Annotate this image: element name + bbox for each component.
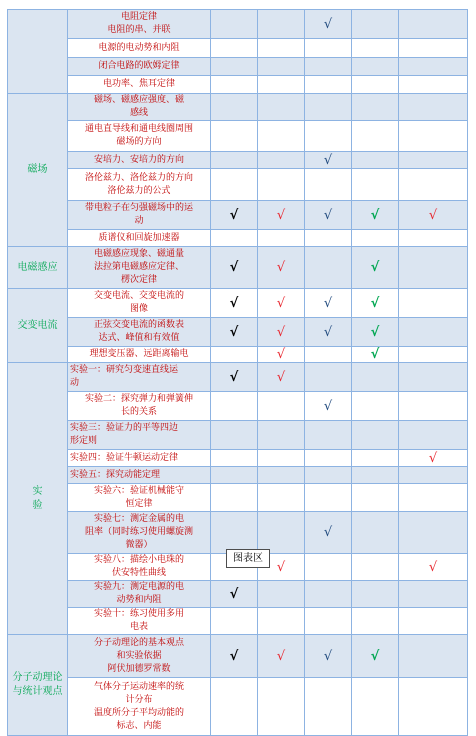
empty-cell [305, 121, 352, 152]
category-label: 磁场 [27, 164, 48, 175]
topic-cell [68, 201, 211, 230]
topic-line: 磁场、磁感应强度、磁 [93, 95, 184, 105]
topic-line: 实验一：研究匀变速直线运 [70, 365, 179, 375]
empty-cell [399, 347, 468, 363]
table-row [8, 347, 468, 363]
empty-cell [305, 581, 352, 608]
empty-cell [399, 58, 468, 76]
empty-cell [211, 10, 258, 39]
topic-line: 实验十：练习使用多用 [93, 609, 184, 619]
check-mark-green: √ [352, 201, 399, 230]
category-cell-induction [8, 247, 68, 289]
check-mark-red: √ [258, 363, 305, 392]
empty-cell [399, 289, 468, 318]
empty-cell [399, 121, 468, 152]
topic-line: 实验九：测定电源的电 [93, 582, 184, 592]
topic-cell [68, 554, 211, 581]
empty-cell [305, 347, 352, 363]
topic-line: 动 [70, 378, 80, 388]
empty-cell [211, 678, 258, 736]
topic-cell [68, 289, 211, 318]
empty-cell [399, 10, 468, 39]
topic-line: 电阻定律 [120, 12, 157, 22]
check-mark-black: √ [211, 201, 258, 230]
empty-cell [211, 450, 258, 467]
topic-line: 形定则 [70, 436, 98, 446]
topic-line: 洛伦兹力、洛伦兹力的方向 [84, 172, 193, 183]
empty-cell [211, 467, 258, 484]
topic-cell [68, 608, 211, 635]
empty-cell [305, 421, 352, 450]
topic-cell [68, 450, 211, 467]
topic-cell [68, 347, 211, 363]
table-row [8, 512, 468, 554]
check-mark-blue: √ [305, 152, 352, 169]
empty-cell [258, 152, 305, 169]
table-row [8, 318, 468, 347]
check-mark-green: √ [352, 247, 399, 289]
empty-cell [258, 392, 305, 421]
topic-line: 正弦交变电流的函数表 [93, 320, 184, 330]
topic-line: 电功率、焦耳定律 [102, 79, 175, 89]
table-row [8, 608, 468, 635]
empty-cell [352, 392, 399, 421]
category-label: 分子动理论 [12, 672, 63, 683]
empty-cell [399, 152, 468, 169]
topic-line: 阿伏加德罗常数 [107, 663, 171, 674]
empty-cell [305, 450, 352, 467]
topic-line: 长的关系 [120, 407, 157, 417]
topic-cell [68, 39, 211, 58]
topic-line: 实验四：验证牛顿运动定律 [70, 452, 179, 463]
empty-cell [352, 39, 399, 58]
category-label: 验 [32, 499, 43, 511]
check-mark-blue: √ [305, 10, 352, 39]
check-mark-blue: √ [305, 635, 352, 678]
check-mark-red: √ [258, 289, 305, 318]
empty-cell [399, 169, 468, 201]
table-row [8, 169, 468, 201]
empty-cell [305, 230, 352, 247]
table-row [8, 201, 468, 230]
check-mark-black: √ [211, 363, 258, 392]
topic-line: 恒定律 [125, 498, 153, 509]
empty-cell [305, 247, 352, 289]
table-row [8, 230, 468, 247]
topic-line: 电磁感应现象、磁通量 [93, 249, 184, 259]
empty-cell [258, 581, 305, 608]
empty-cell [399, 318, 468, 347]
topic-line: 温度所分子平均动能的 [93, 707, 184, 718]
empty-cell [305, 94, 352, 121]
check-mark-blue: √ [305, 289, 352, 318]
topic-line: 闭合电路的欧姆定律 [98, 61, 180, 71]
check-mark-green: √ [352, 635, 399, 678]
table-row [8, 467, 468, 484]
curriculum-table [7, 9, 468, 736]
table-row [8, 392, 468, 421]
empty-cell [399, 247, 468, 289]
empty-cell [352, 608, 399, 635]
topic-line: 伏安特性曲线 [111, 568, 166, 578]
empty-cell [399, 392, 468, 421]
topic-cell [68, 169, 211, 201]
empty-cell [211, 169, 258, 201]
empty-cell [211, 76, 258, 94]
topic-cell [68, 467, 211, 484]
topic-cell [68, 230, 211, 247]
check-mark-red: √ [258, 318, 305, 347]
topic-cell [68, 58, 211, 76]
check-mark-red: √ [258, 247, 305, 289]
topic-cell [68, 581, 211, 608]
topic-line: 计分布 [125, 694, 153, 705]
empty-cell [258, 450, 305, 467]
check-mark-black: √ [211, 635, 258, 678]
empty-cell [258, 608, 305, 635]
empty-cell [399, 421, 468, 450]
empty-cell [258, 76, 305, 94]
topic-cell [68, 678, 211, 736]
empty-cell [211, 230, 258, 247]
empty-cell [399, 39, 468, 58]
empty-cell [211, 608, 258, 635]
check-mark-red: √ [258, 201, 305, 230]
empty-cell [258, 678, 305, 736]
check-mark-blue: √ [305, 392, 352, 421]
empty-cell [352, 121, 399, 152]
empty-cell [399, 76, 468, 94]
category-label: 实 [32, 485, 43, 497]
empty-cell [258, 94, 305, 121]
empty-cell [399, 581, 468, 608]
empty-cell [258, 512, 305, 554]
topic-cell [68, 635, 211, 678]
check-mark-red: √ [258, 554, 305, 581]
empty-cell [305, 169, 352, 201]
empty-cell [211, 39, 258, 58]
table-row [8, 678, 468, 736]
topic-line: 洛伦兹力的公式 [107, 185, 171, 196]
empty-cell [258, 58, 305, 76]
empty-cell [305, 467, 352, 484]
topic-line: 安培力、安培力的方向 [93, 154, 184, 165]
table-row [8, 289, 468, 318]
empty-cell [352, 678, 399, 736]
empty-cell [211, 152, 258, 169]
topic-line: 动 [134, 216, 144, 226]
empty-cell [305, 678, 352, 736]
empty-cell [211, 484, 258, 512]
topic-cell [68, 121, 211, 152]
empty-cell [258, 467, 305, 484]
category-label: 与统计观点 [12, 686, 63, 697]
empty-cell [352, 467, 399, 484]
category-cell-prev [8, 10, 68, 94]
topic-cell [68, 152, 211, 169]
topic-cell [68, 484, 211, 512]
table-row [8, 363, 468, 392]
topic-line: 分子动理论的基本观点 [93, 637, 184, 648]
topic-line: 电源的电动势和内阻 [98, 42, 180, 53]
topic-line: 图像 [129, 304, 148, 314]
topic-line: 理想变压器、远距离输电 [89, 349, 189, 359]
empty-cell [305, 39, 352, 58]
empty-cell [352, 230, 399, 247]
empty-cell [399, 467, 468, 484]
topic-line: 感线 [129, 108, 148, 118]
category-cell-magnet [8, 94, 68, 247]
table-row [8, 450, 468, 467]
chart-area-tooltip: 图表区 [226, 549, 270, 568]
empty-cell [258, 10, 305, 39]
check-mark-blue: √ [305, 318, 352, 347]
empty-cell [211, 94, 258, 121]
check-mark-black: √ [211, 318, 258, 347]
check-mark-black: √ [211, 247, 258, 289]
check-mark-blue: √ [305, 201, 352, 230]
empty-cell [305, 554, 352, 581]
topic-line: 达式、峰值和有效值 [98, 333, 180, 343]
empty-cell [352, 76, 399, 94]
check-mark-green: √ [352, 347, 399, 363]
topic-line: 质谱仪和回旋加速器 [98, 232, 180, 243]
empty-cell [211, 347, 258, 363]
topic-line: 标志、内能 [116, 720, 162, 731]
check-mark-red: √ [399, 201, 468, 230]
empty-cell [399, 512, 468, 554]
topic-cell [68, 247, 211, 289]
topic-line: 和实验依据 [116, 650, 162, 661]
empty-cell [258, 39, 305, 58]
empty-cell [305, 58, 352, 76]
empty-cell [399, 678, 468, 736]
category-cell-experiment [8, 363, 68, 635]
empty-cell [305, 363, 352, 392]
empty-cell [352, 152, 399, 169]
check-mark-green: √ [352, 318, 399, 347]
empty-cell [352, 581, 399, 608]
empty-cell [211, 512, 258, 554]
topic-line: 法拉第电磁感应定律、 [93, 262, 184, 272]
topic-line: 实验八：描绘小电珠的 [93, 555, 184, 565]
empty-cell [211, 392, 258, 421]
table-row [8, 421, 468, 450]
empty-cell [399, 484, 468, 512]
empty-cell [211, 121, 258, 152]
topic-cell [68, 392, 211, 421]
empty-cell [352, 363, 399, 392]
empty-cell [352, 554, 399, 581]
empty-cell [399, 363, 468, 392]
empty-cell [352, 10, 399, 39]
table-row [8, 635, 468, 678]
table-row [8, 247, 468, 289]
topic-line: 电表 [129, 622, 148, 632]
check-mark-red: √ [258, 347, 305, 363]
topic-line: 实验二：探究弹力和弹簧伸 [84, 394, 193, 404]
topic-cell [68, 76, 211, 94]
table-row [8, 39, 468, 58]
topic-cell [68, 94, 211, 121]
check-mark-red: √ [258, 635, 305, 678]
empty-cell [352, 421, 399, 450]
topic-line: 微器） [125, 540, 153, 550]
topic-cell [68, 318, 211, 347]
check-mark-red: √ [399, 554, 468, 581]
empty-cell [258, 421, 305, 450]
empty-cell [211, 58, 258, 76]
table-row [8, 10, 468, 39]
empty-cell [399, 608, 468, 635]
topic-line: 磁场的方向 [116, 137, 162, 147]
check-mark-green: √ [352, 289, 399, 318]
empty-cell [352, 450, 399, 467]
empty-cell [399, 635, 468, 678]
topic-cell [68, 363, 211, 392]
category-label: 电磁感应 [17, 261, 58, 273]
check-mark-black: √ [211, 289, 258, 318]
topic-cell [68, 512, 211, 554]
topic-line: 电阻的串、并联 [107, 25, 171, 35]
topic-line: 动势和内阻 [116, 595, 162, 605]
topic-line: 楞次定律 [120, 275, 157, 285]
empty-cell [211, 421, 258, 450]
empty-cell [352, 484, 399, 512]
empty-cell [305, 484, 352, 512]
topic-line: 带电粒子在匀强磁场中的运 [84, 203, 193, 213]
category-cell-molecular [8, 635, 68, 736]
table-row [8, 58, 468, 76]
topic-line: 阻率（同时练习使用螺旋测 [84, 527, 193, 537]
topic-line: 实验三：验证力的平等四边 [70, 423, 179, 433]
empty-cell [258, 169, 305, 201]
empty-cell [352, 94, 399, 121]
table-row [8, 484, 468, 512]
empty-cell [305, 608, 352, 635]
table-row [8, 581, 468, 608]
empty-cell [258, 484, 305, 512]
table-row [8, 76, 468, 94]
table-row [8, 121, 468, 152]
empty-cell [399, 94, 468, 121]
topic-line: 气体分子运动速率的统 [93, 681, 184, 692]
topic-line: 通电直导线和通电线圈周围 [84, 124, 193, 134]
topic-line: 实验六：验证机械能守 [93, 485, 184, 496]
table-row [8, 94, 468, 121]
empty-cell [399, 230, 468, 247]
empty-cell [352, 169, 399, 201]
topic-line: 实验七：测定金属的电 [93, 514, 184, 524]
empty-cell [258, 230, 305, 247]
topic-line: 交变电流、交变电流的 [93, 291, 184, 301]
category-cell-ac [8, 289, 68, 363]
empty-cell [352, 512, 399, 554]
check-mark-red: √ [399, 450, 468, 467]
topic-cell [68, 421, 211, 450]
category-label: 交变电流 [17, 319, 58, 331]
table-row [8, 152, 468, 169]
empty-cell [352, 58, 399, 76]
empty-cell [258, 121, 305, 152]
check-mark-black: √ [211, 581, 258, 608]
check-mark-blue: √ [305, 512, 352, 554]
topic-line: 实验五：探究动能定理 [70, 469, 161, 480]
empty-cell [305, 76, 352, 94]
topic-cell [68, 10, 211, 39]
